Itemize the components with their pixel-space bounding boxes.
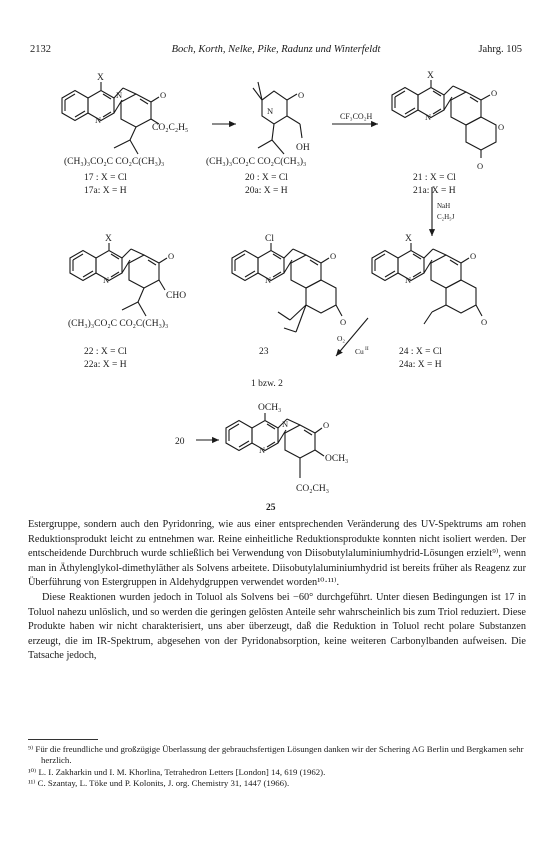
label-x-24: X bbox=[405, 234, 412, 244]
atom-o-17: O bbox=[160, 90, 167, 100]
start-20: 20 bbox=[175, 437, 185, 447]
structure-21 bbox=[392, 80, 496, 158]
atom-o-20: O bbox=[298, 90, 305, 100]
reagent-nah: NaH bbox=[437, 202, 451, 210]
ester-pair-17: (CH₃)₃CO₂C CO₂C(CH₃)₃ bbox=[64, 157, 165, 167]
atom-n-21: N bbox=[425, 112, 432, 122]
reagent-ethyl-iodide: C₂H₅J bbox=[437, 213, 455, 221]
footnote-11: ¹¹⁾ C. Szantay, L. Töke und P. Kolonits, J. org. Chemistry 31, 1447 (1966). bbox=[28, 778, 290, 789]
atom-o-lactone-23: O bbox=[340, 317, 347, 327]
running-authors: Boch, Korth, Nelke, Pike, Radunz und Winterfeldt bbox=[171, 44, 381, 55]
journal-volume: Jahrg. 105 bbox=[478, 44, 522, 55]
atom-n-22: N bbox=[103, 275, 110, 285]
atom-o-lactone-24: O bbox=[481, 317, 488, 327]
footnote-9: ⁹⁾ Für die freundliche und großzügige Überlassung der gebrauchsfertigen Lösungen danken wir der Schering AG Berlin und Bergkamen sehr herzlich. bbox=[28, 744, 524, 766]
label-23: 23 bbox=[259, 347, 269, 357]
structure-23 bbox=[232, 243, 342, 332]
footnote-rule bbox=[28, 739, 98, 740]
atom-n-24: N bbox=[405, 275, 412, 285]
paragraph-2: Diese Reaktionen wurden jedoch in Toluol als Solvens bei −60° durchgeführt. Unter diesen Bedingungen ist 17 in Toluol nahezu unlöslich, und so werden die geringen gelösten Anteile sehr wahrscheinlich bis zum Triol reduziert. Diese Produkte haben wir nicht charakterisiert, uns aber überzeugt, daß die Reduktion in Toluol recht polare Substanzen erzeugt, die im IR-Spektrum, abgesehen von der Pyridonabsorption, keine weiteren Carbonylbanden aufweisen. Die Tatsache jedoch, bbox=[28, 591, 526, 662]
label-24: 24 : X = Cl bbox=[399, 347, 442, 357]
label-24a: 24a: X = H bbox=[399, 360, 442, 370]
body-text bbox=[28, 518, 526, 664]
label-22a: 22a: X = H bbox=[84, 360, 127, 370]
methoxy-side: OCH₃ bbox=[325, 454, 349, 464]
ester-pair-20: (CH₃)₃CO₂C CO₂C(CH₃)₃ bbox=[206, 157, 307, 167]
footnotes bbox=[28, 744, 526, 790]
atom-o-22: O bbox=[168, 251, 175, 261]
reagent-tfa: CF₃CO₂H bbox=[340, 112, 373, 121]
ester-methyl: CO₂CH₃ bbox=[296, 484, 330, 494]
atom-n-20: N bbox=[267, 106, 274, 116]
hydroxyl-20: OH bbox=[296, 143, 310, 153]
atom-n-ring-17: N bbox=[116, 90, 123, 100]
label-17a: 17a: X = H bbox=[84, 186, 127, 196]
atom-n-25: N bbox=[259, 445, 266, 455]
structure-22 bbox=[70, 243, 167, 316]
ester-pair-22: (CH₃)₃CO₂C CO₂C(CH₃)₃ bbox=[68, 319, 169, 329]
atom-n-23: N bbox=[265, 275, 272, 285]
atom-o-24: O bbox=[470, 251, 477, 261]
paragraph-1: Estergruppe, sondern auch den Pyridonring, wie aus einer entsprechenden Veränderung des UV-Spektrums am rohen Reduktionsprodukt leicht zu entnehmen war. Reine einheitliche Reduktionsprodukte konnten nicht isoliert werden. Der entscheidende Durchbruch wurde schließlich bei Verwendung von Diisobutylaluminiumhydrid-Lösungen erzielt⁹⁾, wenn man in Äthylenglykol-dimethyläther als Solvens arbeitete. Diisobutylaluminiumhydrid ist bereits früher als Reagenz zur Überführung von Estergruppen in Aldehydgruppen verwendet worden¹⁰·¹¹⁾. bbox=[28, 519, 526, 589]
label-20a: 20a: X = H bbox=[245, 186, 288, 196]
label-x-21: X bbox=[427, 71, 434, 81]
aldehyde-22: CHO bbox=[166, 291, 187, 301]
footnote-10: ¹⁰⁾ L. I. Zakharkin und I. M. Khorlina, Tetrahedron Letters [London] 14, 619 (1962). bbox=[28, 766, 326, 777]
label-17: 17 : X = Cl bbox=[84, 173, 127, 183]
atom-n-ring-25: N bbox=[282, 419, 289, 429]
label-25: 25 bbox=[266, 503, 276, 513]
reagent-cu-oxidation: II bbox=[365, 346, 369, 352]
structure-25 bbox=[226, 413, 324, 478]
label-cl-23: Cl bbox=[265, 234, 274, 244]
label-20: 20 : X = Cl bbox=[245, 173, 288, 183]
label-x-17: X bbox=[97, 73, 104, 83]
atom-o-25: O bbox=[323, 420, 330, 430]
page-number: 2132 bbox=[30, 44, 51, 55]
methoxy-top: OCH₃ bbox=[258, 403, 282, 413]
atom-o-keto-21: O bbox=[477, 161, 484, 171]
label-22: 22 : X = Cl bbox=[84, 347, 127, 357]
atom-o-lactone-21: O bbox=[498, 122, 505, 132]
structure-24 bbox=[372, 243, 482, 324]
reagent-cu: Cu bbox=[355, 347, 364, 356]
atom-o-21: O bbox=[491, 88, 498, 98]
atom-n-17: N bbox=[95, 115, 102, 125]
structure-17 bbox=[62, 82, 159, 154]
ester-ethyl: CO₂C₂H₅ bbox=[152, 123, 189, 133]
label-21: 21 : X = Cl bbox=[413, 173, 456, 183]
product-label: 1 bzw. 2 bbox=[251, 379, 283, 389]
atom-o-23: O bbox=[330, 251, 337, 261]
label-21a: 21a: X = H bbox=[413, 186, 456, 196]
reagent-o2: O₂ bbox=[337, 334, 346, 343]
label-x-22: X bbox=[105, 234, 112, 244]
